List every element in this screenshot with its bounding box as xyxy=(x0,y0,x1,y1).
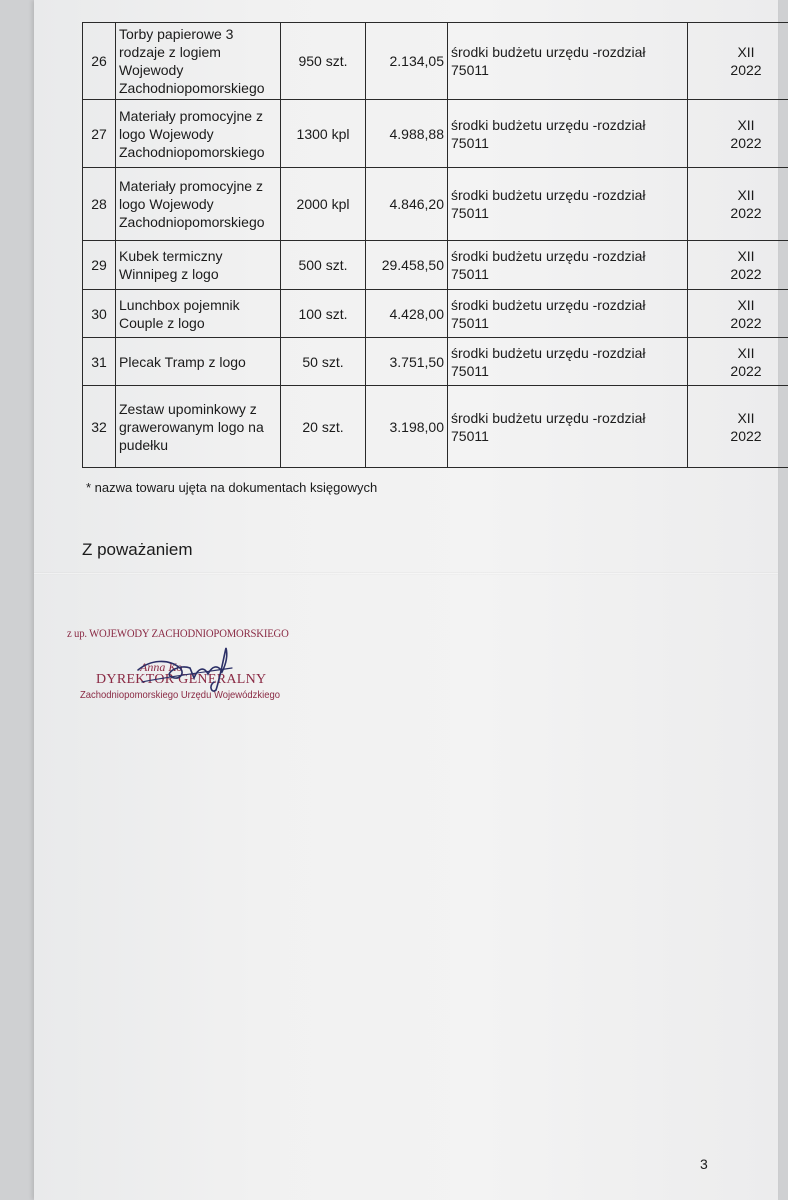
funding-source: środki budżetu urzędu -rozdział 75011 xyxy=(448,241,688,290)
row-number: 30 xyxy=(83,290,116,338)
item-date xyxy=(688,241,788,290)
date-year: 2022 xyxy=(730,62,762,78)
item-value: 2.134,05 xyxy=(366,23,448,100)
funding-source: środki budżetu urzędu -rozdział 75011 xyxy=(448,23,688,100)
date-month: XII xyxy=(737,409,755,426)
table-row xyxy=(83,241,788,290)
table-row xyxy=(83,386,788,468)
item-quantity: 1300 kpl xyxy=(281,100,366,168)
item-value: 4.846,20 xyxy=(366,168,448,241)
item-date xyxy=(688,386,788,468)
items-table xyxy=(82,22,788,468)
item-date xyxy=(688,290,788,338)
table-row xyxy=(83,100,788,168)
item-quantity: 50 szt. xyxy=(281,338,366,386)
item-quantity: 950 szt. xyxy=(281,23,366,100)
items-table-body xyxy=(83,23,788,468)
row-number: 32 xyxy=(83,386,116,468)
item-date xyxy=(688,168,788,241)
item-name: Lunchbox pojemnik Couple z logo xyxy=(116,290,281,338)
item-name: Materiały promocyjne z logo Wojewody Zachodniopomorskiego xyxy=(116,168,281,241)
item-value: 4.428,00 xyxy=(366,290,448,338)
item-value: 3.751,50 xyxy=(366,338,448,386)
date-month: XII xyxy=(737,116,755,133)
date-year: 2022 xyxy=(730,362,762,379)
table-row xyxy=(83,168,788,241)
table-row xyxy=(83,290,788,338)
funding-source: środki budżetu urzędu -rozdział 75011 xyxy=(448,338,688,386)
item-quantity: 20 szt. xyxy=(281,386,366,468)
paper-fold xyxy=(34,572,778,575)
page-number: 3 xyxy=(700,1156,708,1172)
item-name: Torby papierowe 3 rodzaje z logiem Wojewody Zachodniopomorskiego xyxy=(116,23,281,100)
stamp-title: DYREKTOR GENERALNY xyxy=(96,672,267,687)
closing-salutation: Z poważaniem xyxy=(82,540,193,559)
table-row xyxy=(83,338,788,386)
date-month: XII xyxy=(737,187,755,203)
footnote: * nazwa towaru ujęta na dokumentach księgowych xyxy=(86,480,378,495)
date-year: 2022 xyxy=(730,134,762,151)
item-value: 3.198,00 xyxy=(366,386,448,468)
date-month: XII xyxy=(737,296,755,313)
item-value: 29.458,50 xyxy=(366,241,448,290)
item-quantity: 100 szt. xyxy=(281,290,366,338)
handwritten-signature xyxy=(120,638,250,698)
stamp-office: Zachodniopomorskiego Urzędu Wojewódzkiego xyxy=(80,689,280,701)
date-year: 2022 xyxy=(730,427,762,444)
date-year: 2022 xyxy=(730,205,762,221)
row-number: 31 xyxy=(83,338,116,386)
date-month: XII xyxy=(737,44,755,60)
row-number: 28 xyxy=(83,168,116,241)
date-year: 2022 xyxy=(730,266,762,282)
item-name: Materiały promocyjne z logo Wojewody Zachodniopomorskiego xyxy=(116,100,281,168)
stamp-authorization-line: z up. WOJEWODY ZACHODNIOPOMORSKIEGO xyxy=(67,628,289,640)
date-month: XII xyxy=(737,248,755,264)
item-date xyxy=(688,23,788,100)
stamp-name: Anna Ko xyxy=(140,660,183,674)
item-value: 4.988,88 xyxy=(366,100,448,168)
funding-source: środki budżetu urzędu -rozdział 75011 xyxy=(448,386,688,468)
table-row xyxy=(83,23,788,100)
date-month: XII xyxy=(737,344,755,361)
item-name: Kubek termiczny Winnipeg z logo xyxy=(116,241,281,290)
funding-source: środki budżetu urzędu -rozdział 75011 xyxy=(448,290,688,338)
item-name: Plecak Tramp z logo xyxy=(116,338,281,386)
row-number: 29 xyxy=(83,241,116,290)
item-quantity: 2000 kpl xyxy=(281,168,366,241)
item-name: Zestaw upominkowy z grawerowanym logo na pudełku xyxy=(116,386,281,468)
row-number: 26 xyxy=(83,23,116,100)
funding-source: środki budżetu urzędu -rozdział 75011 xyxy=(448,100,688,168)
date-year: 2022 xyxy=(730,314,762,331)
row-number: 27 xyxy=(83,100,116,168)
item-date xyxy=(688,100,788,168)
item-date xyxy=(688,338,788,386)
item-quantity: 500 szt. xyxy=(281,241,366,290)
funding-source: środki budżetu urzędu -rozdział 75011 xyxy=(448,168,688,241)
